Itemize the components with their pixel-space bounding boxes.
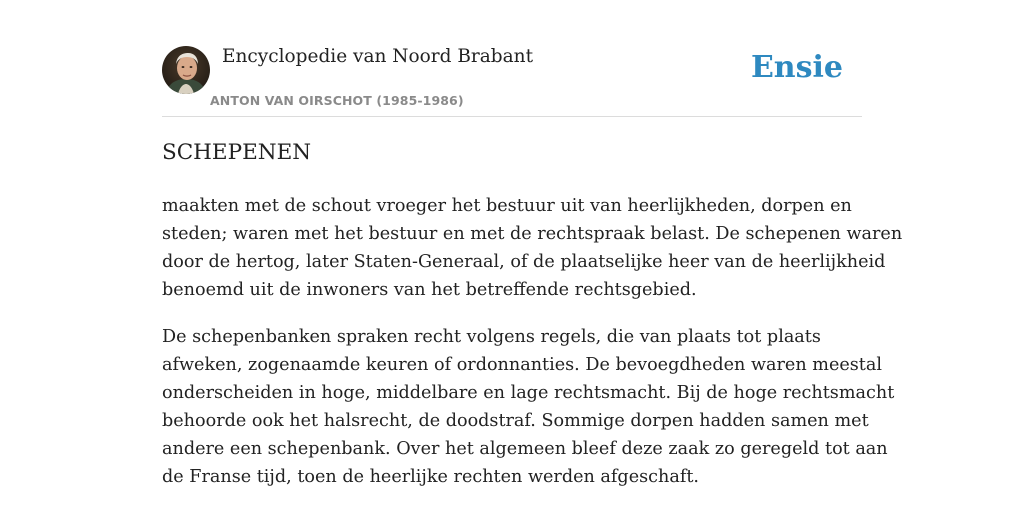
paragraph xyxy=(162,192,903,304)
author-portrait-icon xyxy=(162,46,210,94)
text-line: de Franse tijd, toen de heerlijke rechten werden afgeschaft. xyxy=(162,467,699,487)
text-line: benoemd uit de inwoners van het betreffende rechtsgebied. xyxy=(162,280,697,300)
entry-content xyxy=(162,192,903,510)
text-line: andere een schepenbank. Over het algemeen bleef deze zaak zo geregeld tot aan xyxy=(162,439,888,459)
author-name[interactable]: ANTON VAN OIRSCHOT (1985-1986) xyxy=(210,93,464,108)
text-line: onderscheiden in hoge, middelbare en lage rechtsmacht. Bij de hoge rechtsmacht xyxy=(162,383,895,403)
author-avatar[interactable] xyxy=(162,46,210,94)
text-line: afweken, zogenaamde keuren of ordonnanties. De bevoegdheden waren meestal xyxy=(162,355,882,375)
ensie-logo[interactable]: Ensie xyxy=(750,50,843,85)
paragraph xyxy=(162,323,895,491)
text-line: steden; waren met het bestuur en met de rechtspraak belast. De schepenen waren xyxy=(162,224,903,244)
entry-title: SCHEPENEN xyxy=(162,140,312,165)
site-title[interactable]: Encyclopedie van Noord Brabant xyxy=(222,46,534,67)
header xyxy=(162,46,862,117)
text-line: behoorde ook het halsrecht, de doodstraf. Sommige dorpen hadden samen met xyxy=(162,411,869,431)
text-line: maakten met de schout vroeger het bestuur uit van heerlijkheden, dorpen en xyxy=(162,196,852,216)
text-line: door de hertog, later Staten-Generaal, of de plaatselijke heer van de heerlijkheid xyxy=(162,252,886,272)
text-line: De schepenbanken spraken recht volgens regels, die van plaats tot plaats xyxy=(162,327,821,347)
